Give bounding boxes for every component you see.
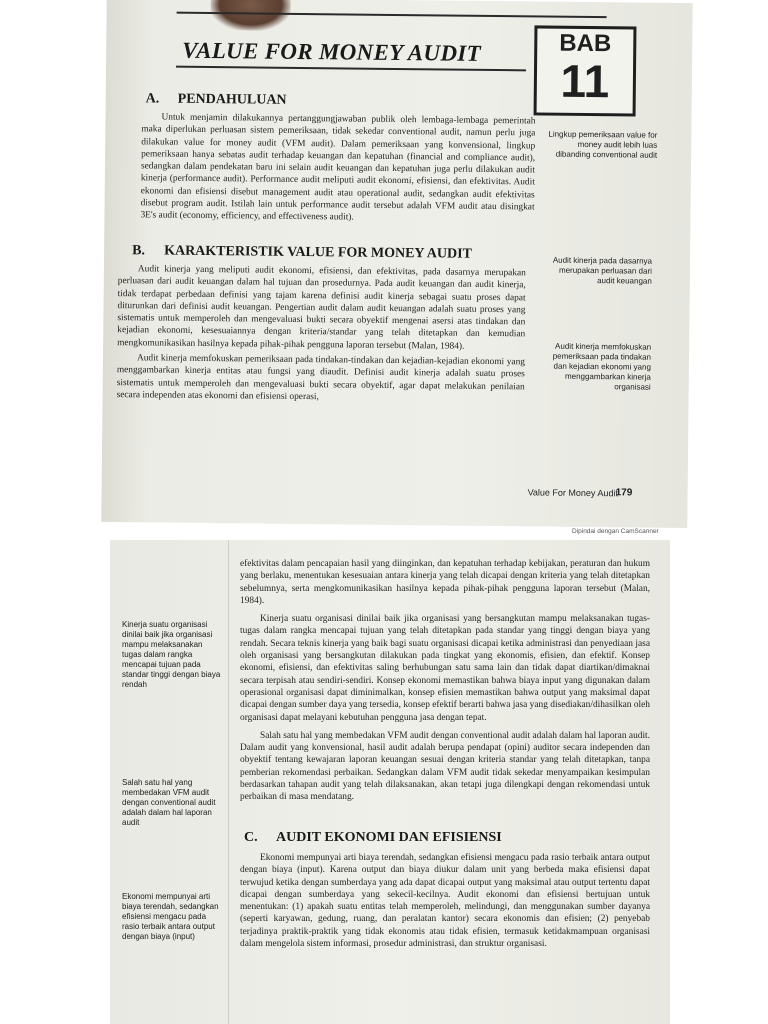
thumb-shadow [210,0,290,31]
section-title: PENDAHULUAN [177,91,287,108]
section-a-heading [146,91,287,108]
page-number: 179 [615,487,633,499]
section-letter: A. [145,91,160,107]
chapter-number: 11 [560,54,610,108]
margin-note: Lingkup pemeriksaan value for money audit lebih luas dibanding conventional audit [548,129,658,160]
section-b-body [117,263,526,408]
margin-note: Kinerja suatu organisasi dinilai baik jika organisasi mampu melaksanakan tugas dalam rangka mencapai tujuan pada standar tinggi dengan biaya rendah [122,620,221,689]
paragraph: Audit kinerja memfokuskan pemeriksaan pada tindakan-tindakan dan kejadian-kejadian ekonomi yang menggambarkan kinerja entitas atau fungsi yang diaudit. Definisi audit kinerja adalah suatu proses sistematis untuk memperoleh dan mengevaluasi bukti secara obyektif, agar dapat melakukan penilaian secara independen atas ekonomi dan efisiensi operasi, [116,353,526,403]
margin-note: Salah satu hal yang membedakan VFM audit dengan conventional audit adalah dalam hal laporan audit [122,778,216,827]
page-180 [110,540,670,1024]
section-title: KARAKTERISTIK VALUE FOR MONEY AUDIT [164,243,472,262]
paragraph: Audit kinerja yang meliputi audit ekonomi, efisiensi, dan efektivitas, pada dasarnya merupakan perluasan dari audit keuangan dalam hal tujuan dan prosedurnya. Pada audit keuangan dan audit kinerja, tidak terdapat perbedaan definisi yang tajam karena definisi audit kinerja sebagai suatu proses dapat diturunkan dari definisi audit keuangan. Pengertian audit dalam audit keuangan adalah suatu proses yang sistematis untuk memperoleh dan mengevaluasi bukti secara obyektif mengenai asersi atas tindakan dan kejadian ekonomi, kesesuaiannya dengan kriteria/standar yang telah ditetapkan dan kemudian mengkomunikasikan hasilnya kepada pihak-pihak pengguna laporan tersebut (Malan, 1984). [117,264,526,352]
page-179 [101,0,692,528]
margin-note: Audit kinerja memfokuskan pemeriksaan pada tindakan dan kejadian ekonomi yang menggambarkan kinerja organisasi [552,341,652,392]
paragraph: Salah satu hal yang membedakan VFM audit dengan conventional audit adalah dalam hal laporan audit. Dalam audit yang konvensional, hasil audit adalah berupa pendapat (opini) auditor secara independen dan obyektif tentang kewajaran laporan keuangan sesuai dengan kriteria standar yang telah ditetapkan, tanpa pemberian rekomendasi perbaikan. Sedangkan dalam VFM audit tidak sekedar menyampaikan kesimpulan berdasarkan tahapan audit yang telah dilaksanakan, akan tetapi juga dilengkapi dengan rekomendasi untuk perbaikan di masa mendatang. [240,730,650,803]
section-letter: B. [132,243,146,259]
paragraph: Untuk menjamin dilakukannya pertanggungjawaban publik oleh lembaga-lembaga pemerintah maka diperlukan perluasan sistem pemeriksaan, tidak sekedar conventional audit, namun perlu juga dilakukan value for money audit (VFM audit). Dalam pemeriksaan yang konvensional, lingkup pemeriksaan hanya sebatas audit terhadap keuangan dan kepatuhan (financial and compliance audit), sedangkan dalam pendekatan baru ini selain audit keuangan dan kepatuhan juga perlu dilakukan audit kinerja (performance audit). Performance audit meliputi audit ekonomi, efisiensi, dan efektivitas. Audit ekonomi dan efisiensi disebut management audit atau operational audit, sedangkan audit efektivitas disebut program audit. Istilah lain untuk performance audit tersebut adalah VFM audit atau disingkat 3E's audit (economy, efficiency, and effectiveness audit). [140,112,536,223]
scanner-watermark: Dipindai dengan CamScanner [572,528,659,535]
margin-note: Audit kinerja pada dasarnya merupakan perluasan dari audit keuangan [552,255,653,286]
section-c-heading [244,830,502,846]
page2-body-top [240,558,650,806]
chapter-label: BAB [559,29,612,58]
chapter-title: VALUE FOR MONEY AUDIT [182,37,482,66]
section-c-body [240,852,650,952]
section-a-body [140,111,535,228]
paragraph: Kinerja suatu organisasi dinilai baik jika organisasi yang bersangkutan mampu melaksanakan tugas-tugas dalam rangka mencapai tujuan yang telah ditetapkan pada standar yang tinggi dengan biaya yang rendah. Secara teknis kinerja yang baik bagi suatu organisasi dicapai ketika administrasi dan penyediaan jasa oleh organisasi yang bersangkutan dilakukan pada tingkat yang ekonomis, efisien, dan efektif. Konsep ekonomi, efisiensi, dan efektivitas saling berhubungan satu sama lain dan tidak dapat diartikan/dimaknai secara terpisah atau sendiri-sendiri. Konsep ekonomi memastikan bahwa biaya input yang digunakan dalam operasional organisasi dapat diminimalkan, konsep efisien memastikan bahwa output yang maksimal dapat dicapai dengan sumber daya yang tersedia, konsep efektif berarti bahwa jasa yang disediakan/dihasilkan oleh organisasi dapat melayani kebutuhan pengguna jasa dengan tepat. [240,614,650,723]
section-letter: C. [244,830,258,845]
chapter-box [534,25,637,116]
column-divider [228,540,229,1024]
section-title: AUDIT EKONOMI DAN EFISIENSI [276,830,502,845]
section-b-heading [132,243,472,263]
paragraph: efektivitas dalam pencapaian hasil yang diinginkan, dan kepatuhan terhadap kebijakan, peraturan dan hukum yang berlaku, menentukan kesesuaian antara kinerja yang telah dicapai dengan kriteria yang telah ditetapkan sebelumnya, serta mengkomunikasikan hasilnya kepada pihak-pihak pengguna laporan tersebut (Malan, 1984). [240,559,650,606]
running-footer: Value For Money Audit [527,487,619,499]
margin-note: Ekonomi mempunyai arti biaya terendah, sedangkan efisiensi mengacu pada rasio terbaik antara output dengan biaya (input) [122,892,219,941]
paragraph: Ekonomi mempunyai arti biaya terendah, sedangkan efisiensi mengacu pada rasio terbaik antara output dengan biaya (input). Karena output dan biaya diukur dalam unit yang berbeda maka efisiensi dapat terwujud ketika dengan sumberdaya yang ada dapat dicapai output yang maksimal atau output tertentu dapat dicapai dengan sumberdaya yang sekecil-kecilnya. Audit ekonomi dan efisiensi bertujuan untuk menentukan: (1) apakah suatu entitas telah memperoleh, melindungi, dan menggunakan sumber dayanya (seperti karyawan, gedung, ruang, dan peralatan kantor) secara ekonomis dan efisien; (2) penyebab terjadinya praktik-praktik yang tidak ekonomis atau tidak efisien, termasuk ketidakmampuan organisasi dalam mengelola sistem informasi, prosedur administrasi, dan struktur organisasi. [240,853,650,950]
